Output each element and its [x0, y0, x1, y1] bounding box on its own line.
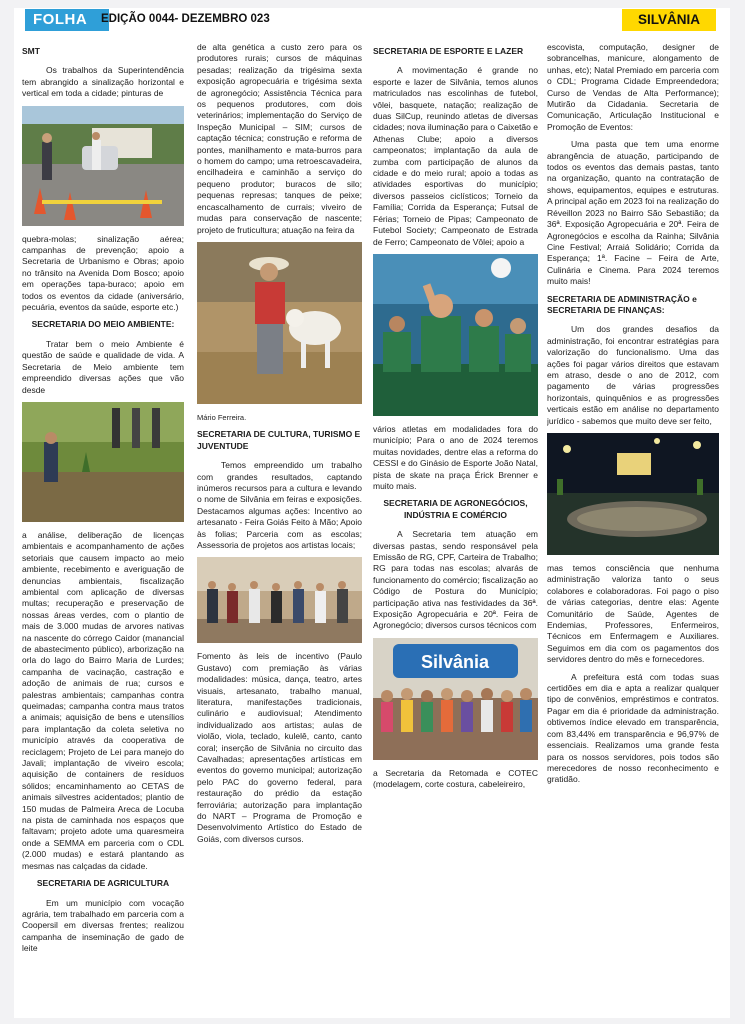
- agricultura-heading: SECRETARIA DE AGRICULTURA: [36, 878, 170, 889]
- agronegocios-heading: SECRETARIA DE AGRONEGÓCIOS, INDÚSTRIA E COMÉRCIO: [383, 498, 528, 520]
- esporte-heading: SECRETARIA DE ESPORTE E LAZER: [373, 46, 524, 56]
- adm-paragraph-1: Um dos grandes desafios da administração, foi encontrar estratégias para valorização do funcionalismo. Uma das ações foi pagar vários direitos que estavam em atraso, desde o ano de 2012, com pagamento de várias progressões horizontais, quinquênios e as progressões verticais estão em análise no departamento jurídico - sabemos que muito deve ser feito,: [547, 324, 719, 426]
- smt-heading: SMT: [22, 46, 40, 56]
- masthead-folha: FOLHA: [25, 9, 109, 31]
- column-2: [197, 42, 362, 1010]
- agri-paragraph-2: de alta genética a custo zero para os produtores rurais; cursos de máquinas pesadas; realização da trigésima sexta exposição agropecuária e trigésima sexta de agronegócio; Assistência Técnica para os pequenos produtores, com dois veterinários; implementação do Serviço de Inspeção Municipal – SIM; cursos de captação técnica; construção e reforma de pontes, manilhamento e mata-burros para o homem do campo; uma retroescavadeira, encilhadeira e caminhão a serviço do pequeno produtor; buracos de silo; pequenas represas; tanques de peixe; encascalhamento de currais; viveiro de mudas para conservação de nascente; projeto de fruticultura; atuação na feira da: [197, 42, 362, 235]
- banner-text: Silvânia: [420, 651, 490, 672]
- kids-soccer-team-photo: [373, 254, 538, 416]
- column-3: [373, 42, 538, 1010]
- meio-paragraph-1: Tratar bem o meio Ambiente é questão de saúde e qualidade de vida. A Secretaria de Meio ambiente tem empreendido diversas ações que vão desde: [22, 338, 184, 395]
- women-group-photo: [373, 638, 538, 760]
- smt-paragraph-2: quebra-molas; sinalização aérea; campanhas de prevenção; apoio a Secretaria de Urbanismo e Obras; apoio no trânsito na Avenida Dom Bosco; apoio em operações tapa-buraco; apoio em todos os eventos da cidade (aniversário, pecuária, eventos da saúde, esporte etc.): [22, 233, 184, 313]
- administracao-heading: SECRETARIA DE ADMINISTRAÇÃO e SECRETARIA DE FINANÇAS:: [547, 293, 697, 315]
- cultura-paragraph-1: Temos empreendido um trabalho com grandes resultados, captando inúmeros recursos para a cultura e levando o nome de Silvânia em feiras e exposições. Destacamos algumas ações: Incentivo ao artesanato - Feira Goiás Feito à Mão; Apoio às folias; Parceria com as escolas; Assessoria de projetos aos artistas locais;: [197, 460, 362, 550]
- cultura-heading: SECRETARIA DE CULTURA, TURISMO E JUVENTUDE: [197, 429, 361, 451]
- comunicacao-paragraph-1: Uma pasta que tem uma enorme abrangência de atuação, participando de todos os eventos das demais pastas, tanto na organização, quanto na contratação de shows, equipamentos, equipes e estruturas. A principal ação em 2023 foi na realização do Réveillon 2023 no Bairro São Sebastião; da 36ª. Exposição Agropecuária e 20ª. Feira de Agronegócios e escolha da Rainha; Silvânia Cine Festival; Arraiá Solidário; Corrida da Esperança; 1ª. Facine – Feira de Arte, Culinária e Cinema. Para 2024 teremos muito mais!: [547, 139, 719, 287]
- man-with-calf-photo: [197, 242, 362, 404]
- photo-caption: Mário Ferreira.: [197, 412, 247, 422]
- esporte-paragraph-1: A movimentação é grande no esporte e lazer de Silvânia, temos alunos matriculados nas escolinhas de futebol, vôlei, basquete, natação; realização de duas SilCup, reunindo atletas de diversas cidades; nova iluminação para o Caixetão e Athenas Clube; apoio a diversos campeonatos; implantação da aula de zumba com participação de alunos da cidade e do meio rural; apoio a todas as atividades esportivas do município; diversos passeios ciclísticos; Torneio da Família; Corrida da Esperança; Futsal de Férias; Torneio de Pipas; Campeonato de Futebol Society; Campeonato de Estrada de Ferro; Campeonato de Vôlei; apoio a: [373, 65, 538, 247]
- edition-label: EDIÇÃO 0044- DEZEMBRO 023: [101, 13, 270, 25]
- esporte-paragraph-2: vários atletas em modalidades fora do município; Para o ano de 2024 teremos muitas novidades, dentre elas a reforma do CESSI e do Ginásio de Esporte João Natal, pista de skate na praça Érick Brenner e muito mais.: [373, 423, 538, 491]
- agro-paragraph-2: a Secretaria da Retomada e COTEC (modelagem, corte costura, cabeleireiro,: [373, 767, 538, 790]
- tree-planting-photo: [22, 402, 184, 522]
- column-4: [547, 42, 719, 1010]
- newspaper-page: [14, 8, 730, 1018]
- agro-paragraph-1: A Secretaria tem atuação em diversas pastas, sendo responsável pela Emissão de RG, CPF, Carteira de Trabalho; RG para todas nas escolas; alvarás de funcionamento do comércio; fiscalização ao Código de Postura do Município; participação ativa nas festividades da 36ª. Exposição Agropecuária e 20ª. Feira de Agronegócio; diversos cursos técnicos com: [373, 529, 538, 631]
- night-event-crowd-photo: [547, 433, 719, 555]
- adm-paragraph-2: mas temos consciência que nenhuma administração valoriza tanto o seus colabores e colaboradoras. Foi pago o piso de várias categorias, dentre elas: Agente Comunitário de Saúde, Agentes de Endemias, Professores, Enfermeiros, Técnicos em Enfermagem e Auxiliares. Seguimos em dia com os pagamentos dos servidores dentro do mês e fornecedores.: [547, 563, 719, 665]
- adm-paragraph-3: A prefeitura está com todas suas certidões em dia e apta a realizar qualquer tipo de convênios, empréstimos e contratos. Pagar em dia é prioridade da administração. obtivemos índice elevado em transparência, com 83,44% em transparência e 96,97% de essenciais. Realizamos uma grande festa para os nossos servidores, pois todos são merecedores de nosso reconhecimento e gratidão.: [547, 671, 719, 785]
- masthead-city: SILVÂNIA: [622, 9, 716, 31]
- agro-paragraph-3: escovista, computação, designer de sobrancelhas, manicure, alongamento de unhas, etc); Natal Premiado em parceria com o CDL; Programa Cidade Empreendedora; Curso de Vendas de Alta Performance); Mutirão da Cidadania. Secretaria de Comunicação, Articulação Institucional e Promoção de Eventos:: [547, 42, 719, 132]
- agri-paragraph-1: Em um município com vocação agrária, tem trabalhado em parceria com a Coopersil em diversas frentes; realizou campanha de inseminação de gado de leite: [22, 897, 184, 954]
- column-1: [22, 42, 184, 1010]
- meio-paragraph-2: a análise, deliberação de licenças ambientais e acompanhamento de ações setoriais que causem impacto ao meio ambiente, recebimento e averiguação de denuncias ambientais, fiscalização ambiental com aplicação de diversas multas; recuperação e preservação de nossas áreas verdes, com o plantio de mais de 3.000 mudas de arvores nativas na nascente do córrego Caidor (manancial de abastecimento público), arborização na orla do lago do Bairro Maria de Lurdes; campanha de vacinação, castração e adoção de animais de rua; cursos e palestras ambientais; campanhas contra queimadas; campanha contra maus tratos a animais; aquisição de bens e utensílios para implantação da coleta seletiva no município através da cooperativa de reciclagem; Projeto de Lei para manejo do Javali; implantação de viveiro escola; aquisição de containers de resíduos sólidos; encaminhamento ao CETAS de animais silvestres acidentados; plantio de 150 mudas de Palmeira Areca de Locuba na pista de caminhada nos espaços que faltavam; projeto adote uma quaresmeira onde a SEMMA em parceria com o CDL (2.000 mudas) e estará plantando as mesmas nas calçadas da cidade.: [22, 529, 184, 871]
- meio-ambiente-heading: SECRETARIA DO MEIO AMBIENTE:: [31, 319, 175, 330]
- group-event-photo: [197, 557, 362, 643]
- traffic-cones-photo: [22, 106, 184, 226]
- cultura-paragraph-2: Fomento às leis de incentivo (Paulo Gustavo) com premiação às várias modalidades: música, dança, teatro, artes visuais, artesanato, trabalho manual, literatura, manifestações tradicionais, culinário e audiovisual; Atendimento individualizado aos artistas; aulas de violão, viola, teclado, kulelê, canto, canto coral; inserção de Silvânia no circuito das Cavalhadas; apresentações artísticas em eventos do governo municipal; autorização pelo PAC do governo federal, para restauração do prédio da estação ferroviária; autorização para implantação do NART – Programa de Promoção e Desenvolvimento Artístico do Estado de Goiás, com diversos cursos.: [197, 651, 362, 844]
- smt-paragraph-1: Os trabalhos da Superintendência tem abrangido a sinalização horizontal e vertical em toda a cidade; pinturas de: [22, 65, 184, 99]
